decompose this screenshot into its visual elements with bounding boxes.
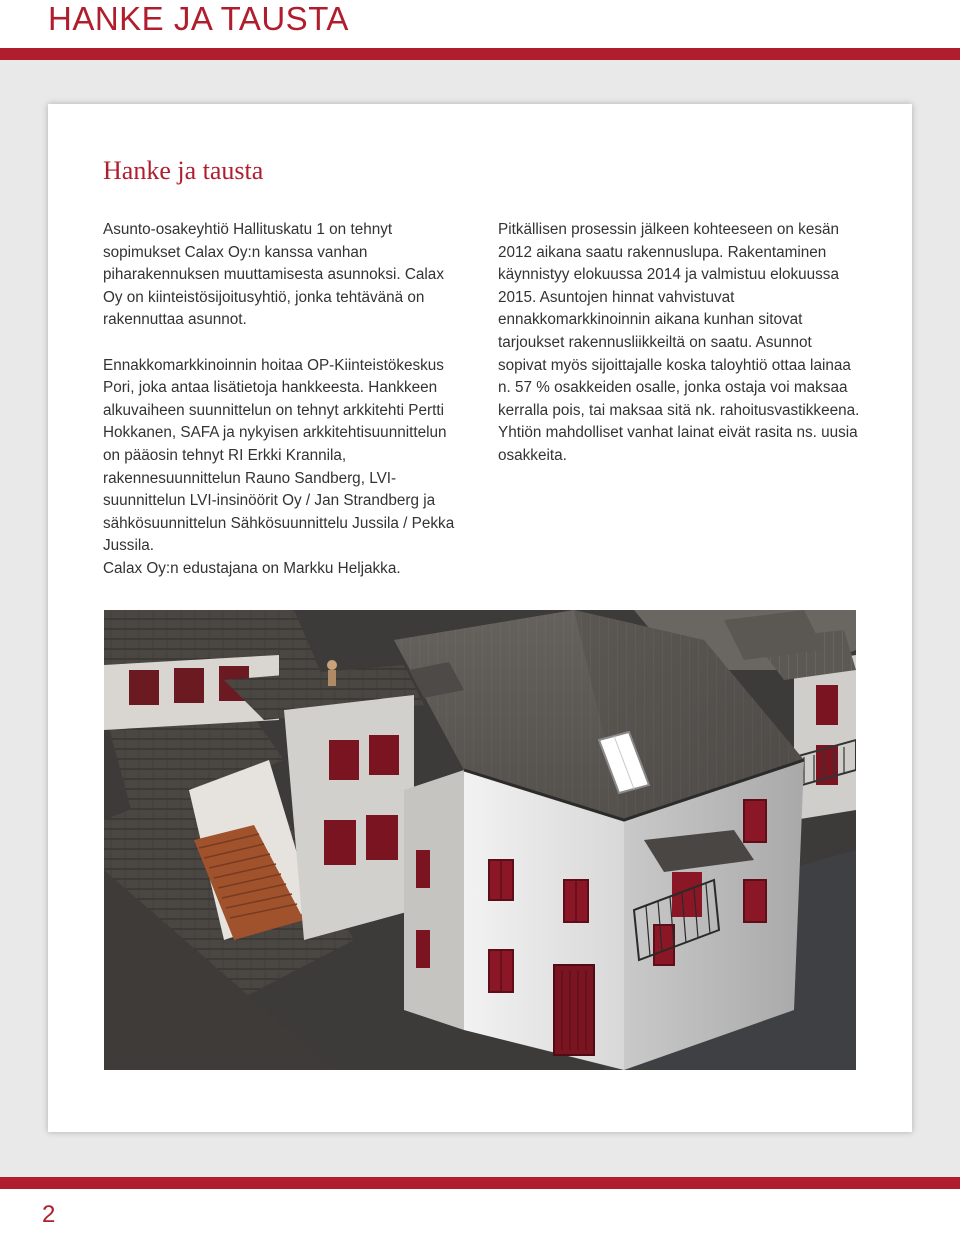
paragraph: Pitkällisen prosessin jälkeen kohteeseen on kesän 2012 aikana saatu rakennuslupa. Rakentaminen käynnistyy elokuussa 2014 ja valmistuu elokuussa 2015. Asuntojen hinnat vahvistuvat ennakkomarkkinoinnin aikana kunhan sitovat tarjoukset rakennusliikkeiltä on saatu. Asunnot sopivat myös sijoittajalle koska taloyhtiö ottaa lainaa n. 57 % osakkeiden osalle, jonka ostaja voi maksaa kerralla pois, tai maksaa sitä nk. rahoitusvastikkeena. Yhtiön mahdolliset vanhat lainat eivät rasita ns. uusia osakkeita. (498, 221, 860, 464)
left-text-column (103, 219, 465, 603)
building-rendering-image-svg (104, 610, 856, 1070)
header-red-band (0, 48, 960, 60)
section-title: Hanke ja tausta (103, 156, 264, 185)
paragraph: Asunto-osakeyhtiö Hallituskatu 1 on tehnyt sopimukset Calax Oy:n kanssa vanhan piharakennuksen muuttamisesta asunnoksi. Calax Oy on kiinteistösijoitusyhtiö, jonka tehtävänä on rakennuttaa asunnot. (103, 221, 444, 329)
building-rendering-image (104, 610, 856, 1070)
right-text-column (498, 219, 862, 490)
paragraph: Calax Oy:n edustajana on Markku Heljakka. (103, 559, 401, 577)
footer-red-band (0, 1177, 960, 1189)
page-number: 2 (42, 1201, 56, 1228)
paragraph: Ennakkomarkkinoinnin hoitaa OP-Kiinteistökeskus Pori, joka antaa lisätietoja hankkeesta. Hankkeen alkuvaiheen suunnittelun on tehnyt arkkitehti Pertti Hokkanen, SAFA ja nykyisen arkkitehtisuunnittelun on pääosin tehnyt RI Erkki Krannila, rakennesuunnittelun Rauno Sandberg, LVI-suunnittelun LVI-insinöörit Oy / Jan Strandberg ja sähkösuunnittelun Sähkösuunnittelu Jussila / Pekka Jussila. (103, 356, 455, 555)
content-card (48, 104, 912, 1132)
page-header-title: HANKE JA TAUSTA (48, 0, 349, 37)
